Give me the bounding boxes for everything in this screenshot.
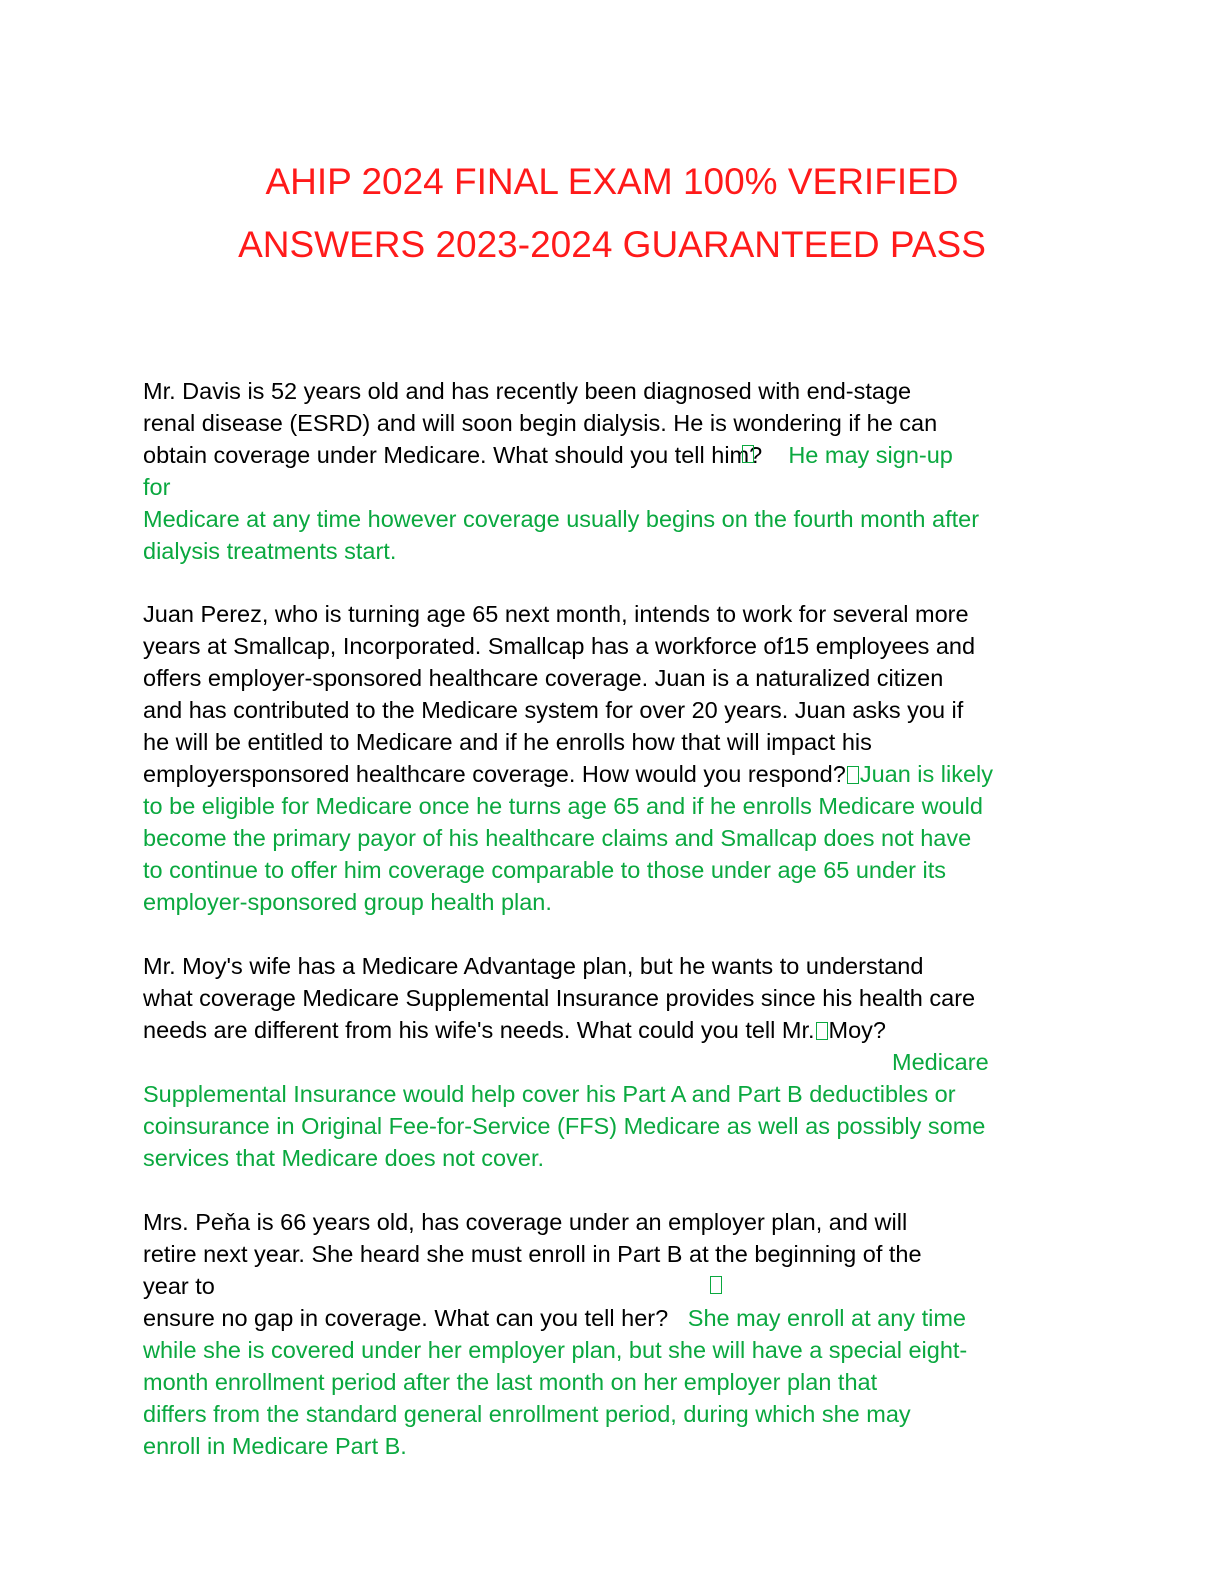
missing-glyph-icon [847, 766, 859, 784]
answer-line: enroll in Medicare Part B. [143, 1433, 407, 1459]
qa-block-1 [143, 375, 1083, 567]
question-line: year to [143, 1273, 215, 1299]
question-line: Juan Perez, who is turning age 65 next month, intends to work for several more [143, 601, 969, 627]
answer-line: Medicare [892, 1049, 989, 1075]
question-line: employersponsored healthcare coverage. How would you respond? [143, 761, 846, 787]
question-line: offers employer-sponsored healthcare coverage. Juan is a naturalized citizen [143, 665, 944, 691]
question-line: what coverage Medicare Supplemental Insurance provides since his health care [143, 985, 976, 1011]
answer-line: She may enroll at any time [687, 1305, 966, 1331]
answer-line: while she is covered under her employer plan, but she will have a special eight- [143, 1337, 968, 1363]
question-line: and has contributed to the Medicare system for over 20 years. Juan asks you if [143, 697, 964, 723]
question-line: Mr. Moy's wife has a Medicare Advantage plan, but he wants to understand [143, 953, 924, 979]
qa-block-3 [143, 950, 1083, 1174]
answer-line: coinsurance in Original Fee-for-Service (FFS) Medicare as well as possibly some [143, 1113, 986, 1139]
answer-line: differs from the standard general enrollment period, during which she may [143, 1401, 911, 1427]
answer-line: month enrollment period after the last month on her employer plan that [143, 1369, 878, 1395]
answer-line: for [143, 474, 171, 500]
answer-line: employer-sponsored group health plan. [143, 889, 552, 915]
answer-line: Supplemental Insurance would help cover his Part A and Part B deductibles or [143, 1081, 956, 1107]
question-line: he will be entitled to Medicare and if he enrolls how that will impact his [143, 729, 872, 755]
title-line-2: ANSWERS 2023-2024 GUARANTEED PASS [238, 224, 986, 265]
answer-line: become the primary payor of his healthcare claims and Smallcap does not have [143, 825, 972, 851]
answer-line: to be eligible for Medicare once he turns age 65 and if he enrolls Medicare would [143, 793, 983, 819]
missing-glyph-icon [742, 445, 754, 463]
question-line: obtain coverage under Medicare. What should you tell him? [143, 442, 763, 468]
answer-line: He may sign-up [788, 442, 953, 468]
question-answer-line [143, 439, 1083, 471]
missing-glyph-icon [710, 1276, 722, 1294]
title-line-1: AHIP 2024 FINAL EXAM 100% VERIFIED [265, 161, 959, 202]
question-line: Mrs. Peňa is 66 years old, has coverage under an employer plan, and will [143, 1209, 908, 1235]
question-line: Mr. Davis is 52 years old and has recently been diagnosed with end-stage [143, 378, 912, 404]
question-line-wrap [143, 1014, 1083, 1046]
question-line: Moy? [828, 1017, 886, 1043]
document-title [0, 150, 1224, 276]
answer-line: dialysis treatments start. [143, 538, 397, 564]
question-line: retire next year. She heard she must enroll in Part B at the beginning of the [143, 1241, 922, 1267]
question-line: ensure no gap in coverage. What can you tell her? [143, 1305, 669, 1331]
answer-line: to continue to offer him coverage comparable to those under age 65 under its [143, 857, 946, 883]
missing-glyph-icon [816, 1022, 828, 1040]
question-answer-line [143, 758, 1083, 790]
question-line: years at Smallcap, Incorporated. Smallcap has a workforce of15 employees and [143, 633, 976, 659]
qa-block-2 [143, 598, 1083, 918]
answer-line: Juan is likely [859, 761, 994, 787]
question-line-wrap [143, 1270, 1083, 1302]
answer-line: services that Medicare does not cover. [143, 1145, 545, 1171]
question-line: needs are different from his wife's needs. What could you tell Mr. [143, 1017, 815, 1043]
qa-block-4 [143, 1206, 1083, 1462]
answer-line: Medicare at any time however coverage usually begins on the fourth month after [143, 506, 980, 532]
question-line: renal disease (ESRD) and will soon begin dialysis. He is wondering if he can [143, 410, 938, 436]
question-answer-line [143, 1302, 1083, 1334]
